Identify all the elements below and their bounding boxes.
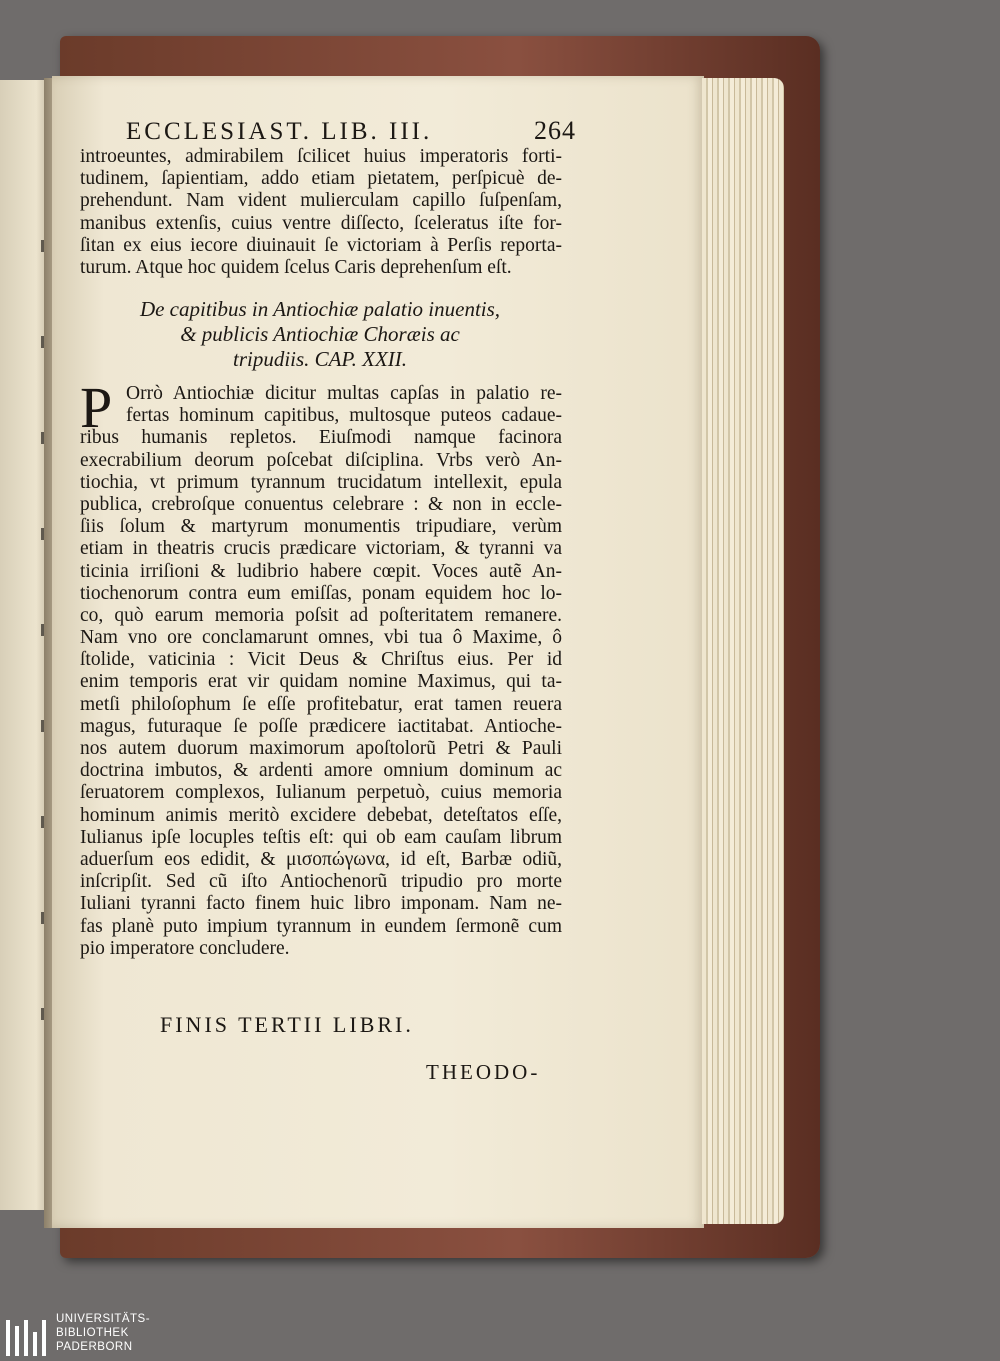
library-name-line: BIBLIOTHEK [56, 1327, 129, 1339]
text-line: metſi philoſophum ſe eſſe profitebatur, erat tamen reuera [80, 693, 562, 715]
text-line: ſeruatorem complexos, Iulianum perpetuò, cuius memoria [80, 782, 562, 804]
chapter-heading-line: De capitibus in Antiochiæ palatio inuentis, [139, 297, 501, 321]
chapter-heading-line: & publicis Antiochiæ Choræis ac [180, 322, 460, 346]
text-line: fertas hominum capitibus, multosque puteos cadaue- [126, 405, 562, 427]
library-name-line: UNIVERSITÄTS- [56, 1313, 151, 1325]
text-line: execrabilium deorum poſcebat diſciplina. Vrbs verò An- [80, 449, 562, 471]
text-line: ribus humanis repletos. Eiuſmodi namque facinora [80, 427, 562, 449]
paragraph-continuation [80, 146, 562, 279]
text-line: ſitan ex eius iecore diuinauit ſe victoriam à Perſis reporta- [80, 234, 562, 256]
library-name [56, 1312, 150, 1354]
text-line: turum. Atque hoc quidem ſcelus Caris deprehenſum eſt. [80, 256, 512, 278]
text-line: manibus extenſis, cuius ventre diſſecto, ſceleratus iſte for- [80, 212, 562, 234]
text-line: fas planè puto impium tyrannum in eundem ſermonẽ cum [80, 915, 562, 937]
text-line: introeuntes, admirabilem ſcilicet huius imperatoris forti- [80, 146, 562, 167]
text-line: etiam in theatris crucis prædicare victoriam, & tyranni va [80, 538, 562, 560]
text-line: tiochia, vt primum tyrannum trucidatum intellexit, epula [80, 471, 562, 493]
catchword: THEODO- [426, 1060, 541, 1084]
footer-bar [0, 1310, 1000, 1361]
running-head-title: ECCLESIAST. LIB. III. [126, 118, 433, 145]
text-line: prehendunt. Nam vident mulierculam capillo ſuſpenſam, [80, 190, 562, 212]
text-line: Nam vno ore conclamarunt omnes, vbi tua ô Maxime, ô [80, 627, 562, 649]
library-name-line: PADERBORN [56, 1341, 133, 1353]
text-line: ſiis ſolum & martyrum monumentis tripudiare, verùm [80, 516, 562, 538]
running-head [126, 116, 576, 146]
text-line: ticinia irriſioni & ludibrio habere cœpit. Voces autẽ An- [80, 560, 562, 582]
text-line: tiochenorum contra eum emiſſas, ponam equidem hoc lo- [80, 582, 562, 604]
text-line: doctrina imbutos, & ardenti amore omnium dominum ac [80, 760, 562, 782]
text-line: inſcripſit. Sed cũ iſto Antiochenorũ tripudio pro morte [80, 871, 562, 893]
text-line: co, quò earum memoria poſsit ad poſteritatem remanere. [80, 604, 562, 626]
library-logo-icon [6, 1318, 50, 1358]
text-line: publica, crebroſque conuentus celebrare : & non in eccle- [80, 493, 562, 515]
text-line: aduerſum eos edidit, & μισοπώγωνα, id eſt, Barbæ odiũ, [80, 848, 562, 870]
text-line: pio imperatore concludere. [80, 937, 290, 959]
text-line: enim temporis erat vir quidam nomine Maximus, qui ta- [80, 671, 562, 693]
chapter-paragraph [80, 375, 562, 960]
page-fore-edge [702, 78, 784, 1224]
chapter-heading [110, 297, 530, 372]
text-line: hominum animis meritò excidere debebat, deteſtatos eſſe, [80, 804, 562, 826]
text-line: Iulianus ipſe locuples teſtis eſt: qui ob eam cauſam librum [80, 826, 562, 848]
text-line: Orrò Antiochiæ dicitur multas capſas in palatio re- [126, 383, 562, 404]
folio-number: 264 [534, 116, 576, 145]
text-line: magus, futuraque ſe poſſe prædicere iactitabat. Antioche- [80, 715, 562, 737]
book-end-line: FINIS TERTII LIBRI. [160, 1012, 414, 1037]
drop-initial: P [80, 375, 113, 440]
text-line: nos autem duorum maximorum apoſtolorũ Petri & Pauli [80, 738, 562, 759]
text-line: tudinem, ſapientiam, addo etiam pietatem, perſpicuè de- [80, 168, 562, 190]
chapter-heading-line: tripudiis. CAP. XXII. [232, 347, 408, 371]
text-line: ſtolide, vaticinia : Vicit Deus & Chriſtus eius. Per id [80, 649, 562, 671]
text-line: Iuliani tyranni facto finem huic libro imponam. Nam ne- [80, 893, 562, 915]
